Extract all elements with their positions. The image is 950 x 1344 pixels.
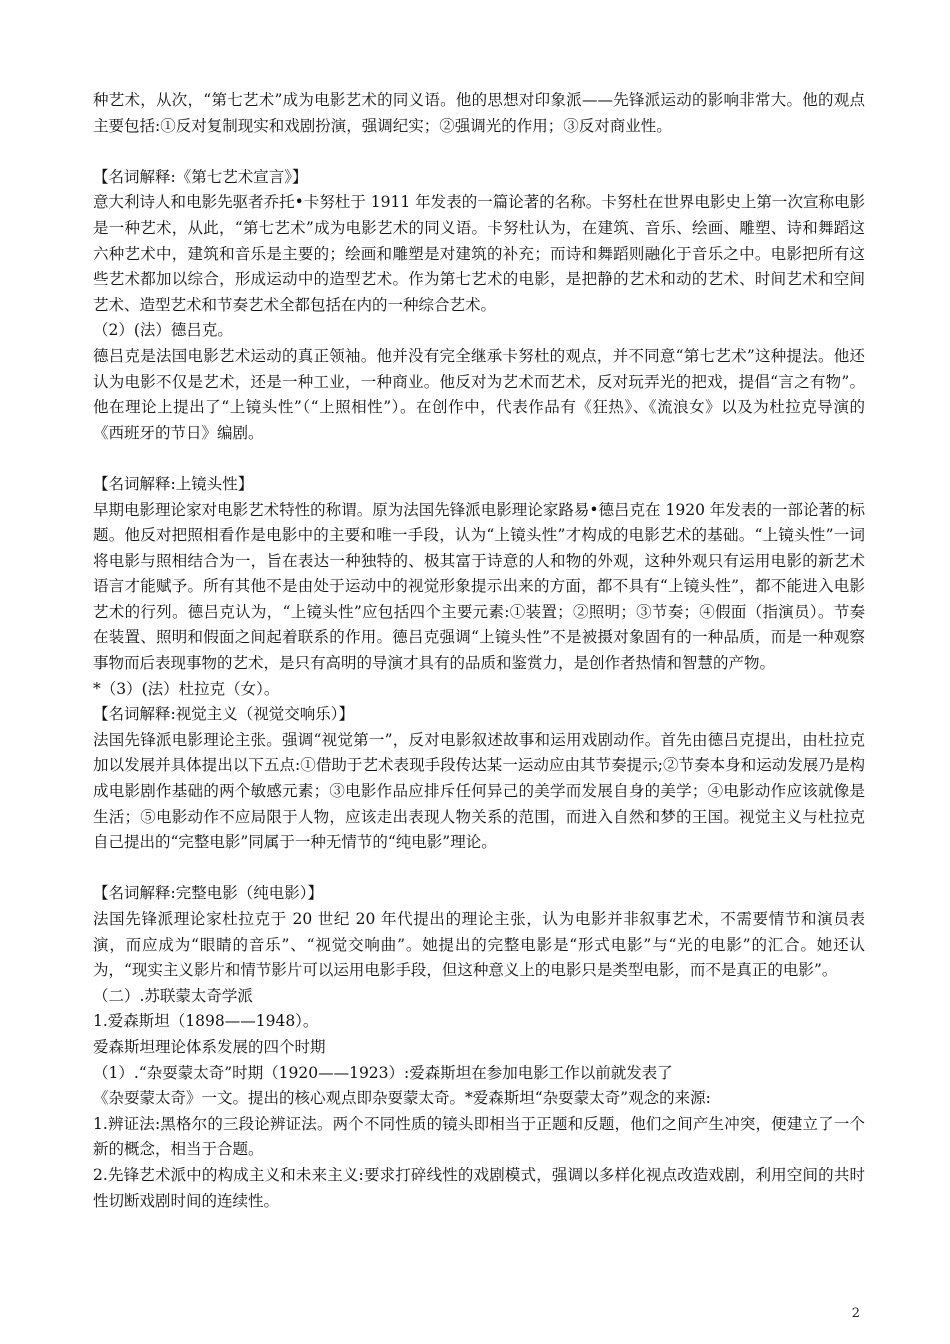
- body-paragraph: （二）.苏联蒙太奇学派: [93, 986, 253, 1005]
- paragraph-spacer: [93, 856, 865, 882]
- body-paragraph: 法国先锋派电影理论主张。强调“视觉第一”，反对电影叙述故事和运用戏剧动作。首先由德吕克提出，由杜拉克加以发展并具体提出以下五点:①借助于艺术表现手段传达某一运动应由其节奏提示;②节奏本身和运动发展乃是构成电影剧作基础的两个敏感元素；③电影作品应排斥任何异己的美学而发展自身的美学；④电影动作应该就像是生活；⑤电影动作不应局限于人物，应该走出表现人物关系的范围，而进入自然和梦的王国。视觉主义与杜拉克自己提出的“完整电影”同属于一种无情节的“纯电影”理论。: [93, 730, 865, 852]
- body-paragraph: 1.爱森斯坦（1898——1948）。: [93, 1012, 319, 1031]
- body-paragraph: 法国先锋派理论家杜拉克于 20 世纪 20 年代提出的理论主张，认为电影并非叙事艺术，不需要情节和演员表演，而应成为“眼睛的音乐”、“视觉交响曲”。她提出的完整电影是“形式电影”与“光的电影”的汇合。她还认为，“现实主义影片和情节影片可以运用电影手段，但这种意义上的电影只是类型电影，而不是真正的电影”。: [93, 910, 865, 980]
- body-paragraph: *（3）(法）杜拉克（女）。: [93, 679, 280, 698]
- body-paragraph: 2.先锋艺术派中的构成主义和未来主义:要求打碎线性的戏剧模式，强调以多样化视点改造戏剧，利用空间的共时性切断戏剧时间的连续性。: [93, 1165, 865, 1210]
- body-paragraph: 1.辨证法:黑格尔的三段论辨证法。两个不同性质的镜头即相当于正题和反题，他们之间产生冲突，便建立了一个新的概念，相当于合题。: [93, 1114, 865, 1159]
- document-body: [93, 88, 865, 1214]
- body-paragraph: 早期电影理论家对电影艺术特性的称谓。原为法国先锋派电影理论家路易•德吕克在 1920 年发表的一部论著的标题。他反对把照相看作是电影中的主要和唯一手段，认为“上镜头性”才构成的电影艺术的基础。“上镜头性”一词将电影与照相结合为一，旨在表达一种独特的、极其富于诗意的人和物的外观，这种外观只有运用电影的新艺术语言才能赋予。所有其他不是由处于运动中的视觉形象提示出来的方面，都不具有“上镜头性”，都不能进入电影艺术的行列。德吕克认为，“上镜头性”应包括四个主要元素:①装置；②照明；③节奏；④假面（指演员）。节奏在装置、照明和假面之间起着联系的作用。德吕克强调“上镜头性”不是被摄对象固有的一种品质，而是一种观察事物而后表现事物的艺术，是只有高明的导演才具有的品质和鉴赏力，是创作者热情和智慧的产物。: [93, 500, 865, 673]
- body-paragraph: 德吕克是法国电影艺术运动的真正领袖。他并没有完全继承卡努杜的观点，并不同意“第七艺术”这种提法。他还认为电影不仅是艺术，还是一种工业，一种商业。他反对为艺术而艺术，反对玩弄光的把戏，提倡“言之有物”。他在理论上提出了“上镜头性”（“上照相性”）。在创作中，代表作品有《狂热》、《流浪女》以及为杜拉克导演的《西班牙的节日》编剧。: [93, 346, 865, 442]
- body-paragraph: 种艺术，从次，“第七艺术”成为电影艺术的同义语。他的思想对印象派——先锋派运动的影响非常大。他的观点主要包括:①反对复制现实和戏剧扮演，强调纪实；②强调光的作用；③反对商业性。: [93, 91, 865, 135]
- body-paragraph: 《杂耍蒙太奇》一文。提出的核心观点即杂耍蒙太奇。*爱森斯坦“杂耍蒙太奇”观念的来源:: [93, 1089, 711, 1108]
- page-number: 2: [851, 1306, 860, 1321]
- term-heading: 【名词解释:《第七艺术宣言》】: [93, 167, 308, 186]
- term-heading: 【名词解释:视觉主义（视觉交响乐）】: [93, 705, 354, 724]
- paragraph-spacer: [93, 139, 865, 165]
- term-heading: 【名词解释:完整电影（纯电影）】: [93, 884, 323, 903]
- body-paragraph: 意大利诗人和电影先驱者乔托•卡努杜于 1911 年发表的一篇论著的名称。卡努杜在世界电影史上第一次宣称电影是一种艺术，从此，“第七艺术”成为电影艺术的同义语。卡努杜认为，在建筑、音乐、绘画、雕塑、诗和舞蹈这六种艺术中，建筑和音乐是主要的；绘画和雕塑是对建筑的补充；而诗和舞蹈则融化于音乐之中。电影把所有这些艺术都加以综合，形成运动中的造型艺术。作为第七艺术的电影，是把静的艺术和动的艺术、时间艺术和空间艺术、造型艺术和节奏艺术全都包括在内的一种综合艺术。: [93, 193, 865, 314]
- term-heading: 【名词解释:上镜头性】: [93, 474, 254, 493]
- body-paragraph: （1）.“杂耍蒙太奇”时期（1920——1923）:爱森斯坦在参加电影工作以前就发表了: [93, 1063, 673, 1082]
- body-paragraph: （2）(法）德吕克。: [93, 321, 233, 340]
- body-paragraph: 爱森斯坦理论体系发展的四个时期: [93, 1037, 326, 1056]
- paragraph-spacer: [93, 446, 865, 472]
